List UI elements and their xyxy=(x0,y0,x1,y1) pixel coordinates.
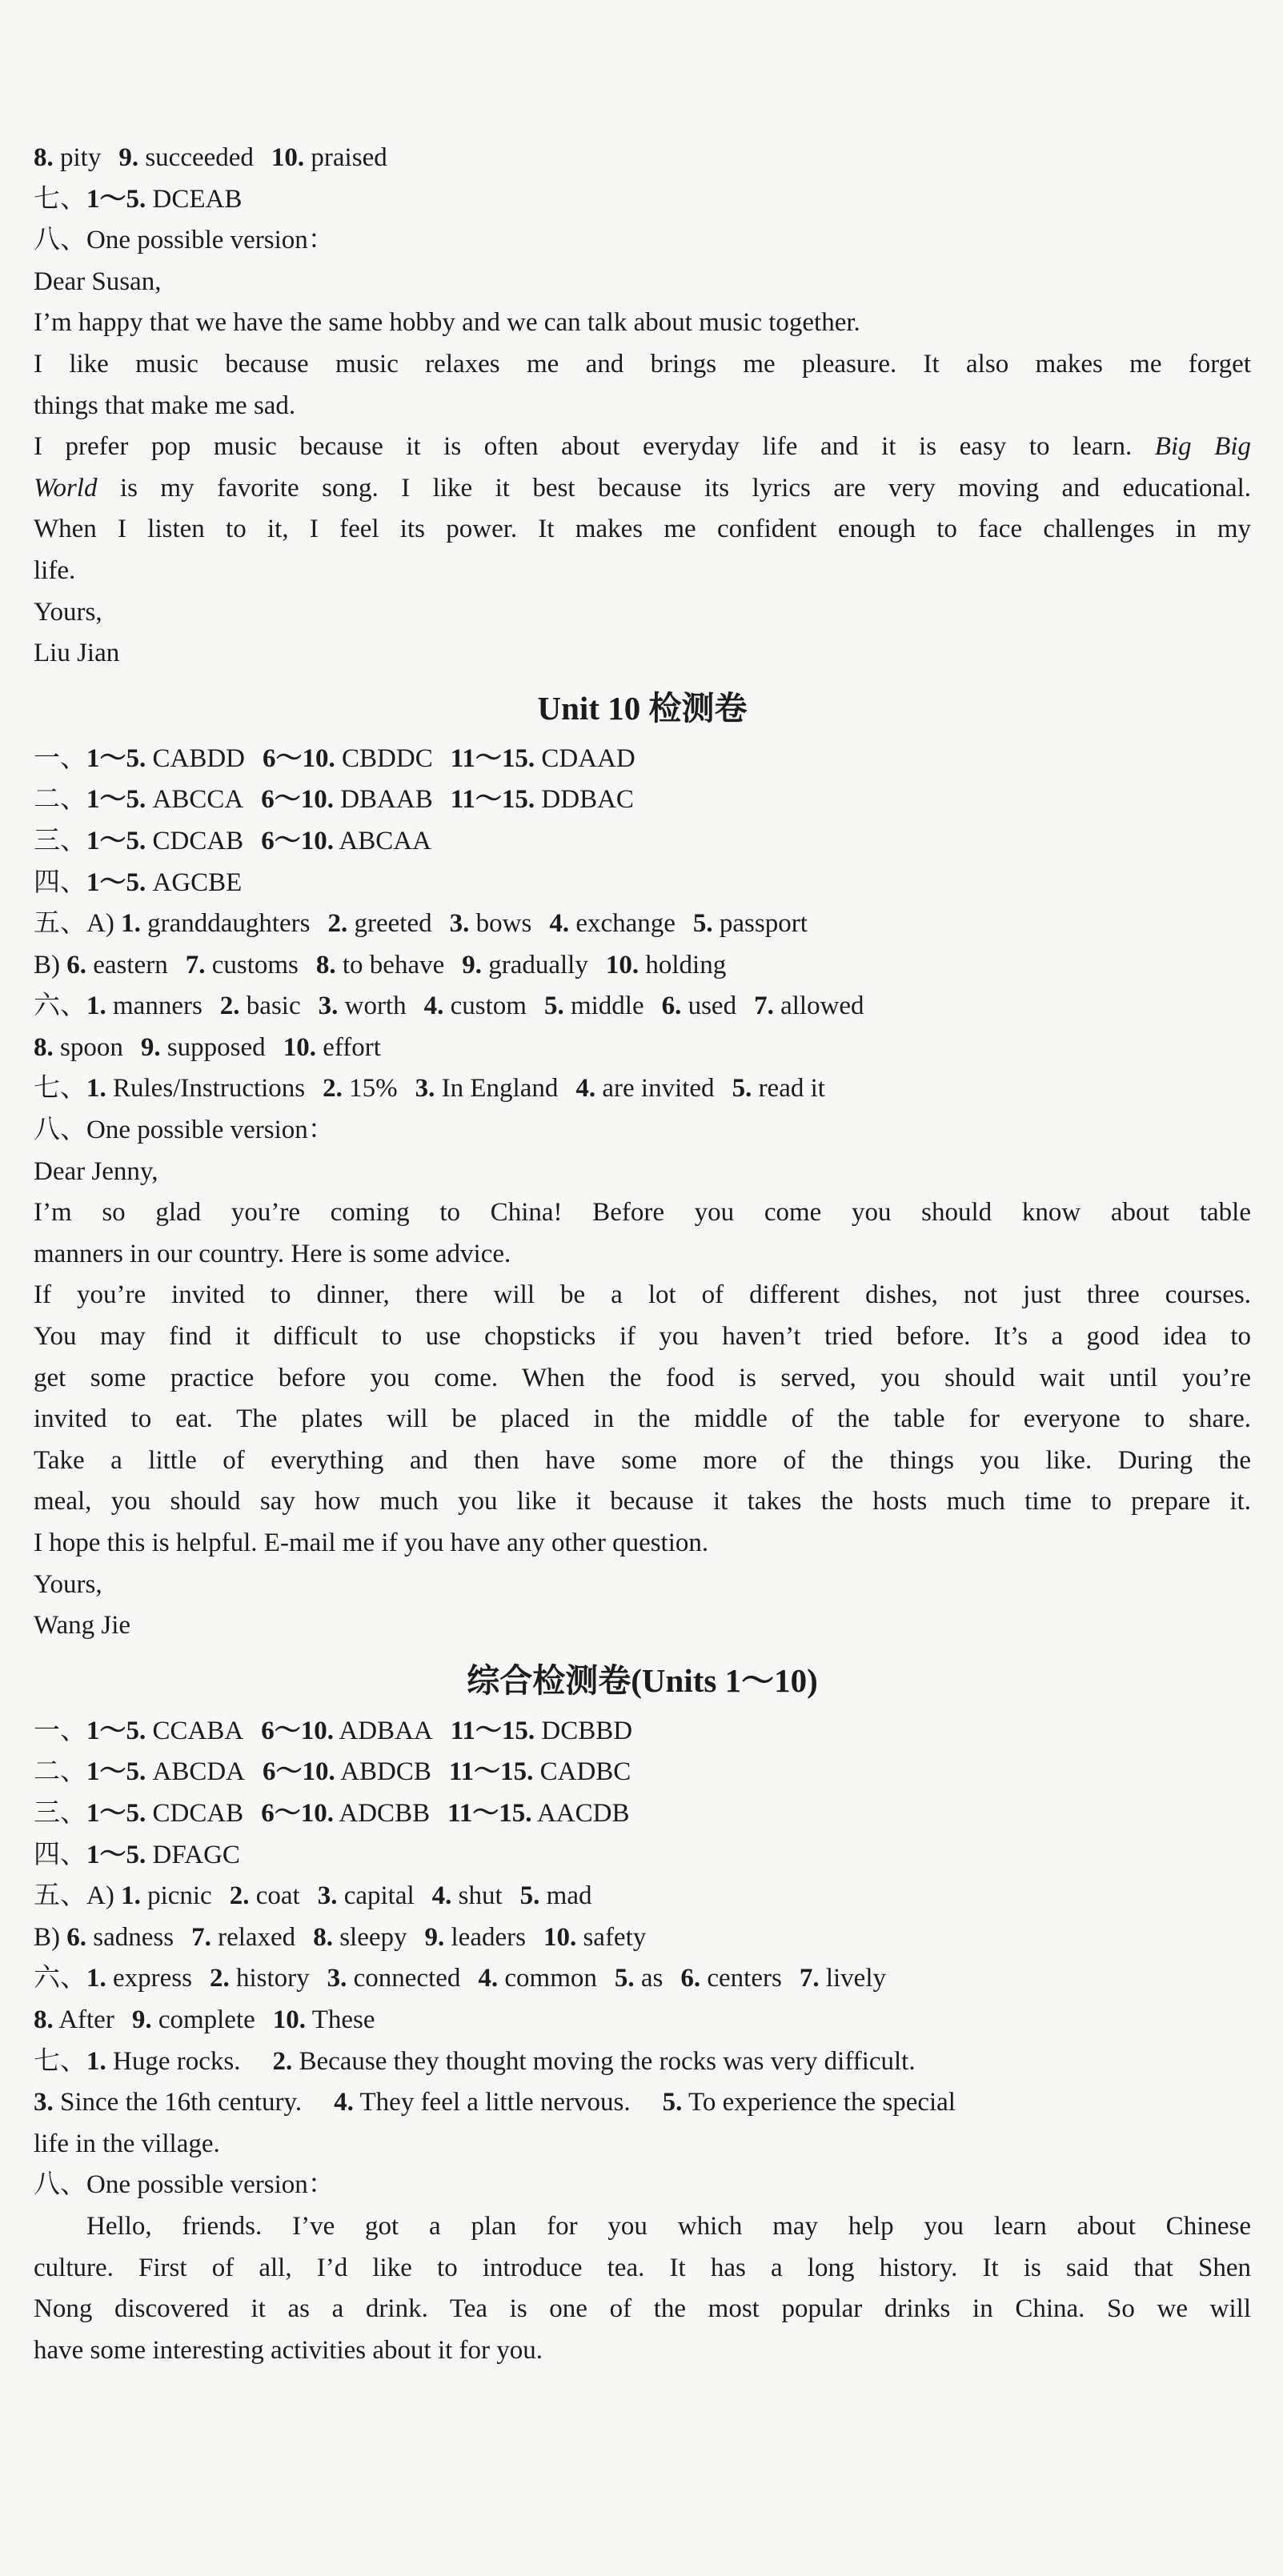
answer-row-8: 八、One possible version： xyxy=(34,226,335,255)
answer-row-5a: 五、A) 1. picnic 2. coat 3. capital 4. shut 5. mad xyxy=(34,1881,592,1911)
letter-signature: Wang Jie xyxy=(34,1611,131,1641)
answer-row-6a: 六、1. express 2. history 3. connected 4. common 5. as 6. centers 7. lively xyxy=(34,1964,886,1993)
answer-row-2: 二、1～5. ABCCA 6～10. DBAAB 11～15. DDBAC xyxy=(34,785,634,815)
answer-row-7: 七、1～5. DCEAB xyxy=(34,184,243,214)
sample-letter-susan xyxy=(34,262,1251,675)
answer-row-1: 一、1～5. CABDD 6～10. CBDDC 11～15. CDAAD xyxy=(34,743,635,773)
answer-row-2: 二、1～5. ABCDA 6～10. ABDCB 11～15. CADBC xyxy=(34,1757,631,1787)
answer-row-6a: 六、1. manners 2. basic 3. worth 4. custom 5. middle 6. used 7. allowed xyxy=(34,992,864,1021)
answer-row-4: 四、1～5. DFAGC xyxy=(34,1840,240,1869)
letter-line: I hope this is helpful. E-mail me if you have any other question. xyxy=(34,1528,709,1557)
comprehensive-section xyxy=(34,1650,1251,2372)
letter-line: I like music because music relaxes me and brings me pleasure. It also makes me forget xyxy=(34,349,1251,379)
answer-row-7: 七、1. Rules/Instructions 2. 15% 3. In England 4. are invited 5. read it xyxy=(34,1074,825,1104)
answer-row-3: 三、1～5. CDCAB 6～10. ABCAA xyxy=(34,826,431,855)
answer-row-7c: life in the village. xyxy=(34,2129,220,2158)
letter-line: When I listen to it, I feel its power. It makes me confident enough to face challenges in my xyxy=(34,515,1251,544)
answer-row-5a: 五、A) 1. granddaughters 2. greeted 3. bows 4. exchange 5. passport xyxy=(34,909,808,939)
section-title: 综合检测卷(Units 1～10) xyxy=(467,1661,818,1699)
letter-closing: Yours, xyxy=(34,1569,102,1599)
answer-row-8: 八、One possible version： xyxy=(34,2170,335,2200)
letter-line: manners in our country. Here is some advice. xyxy=(34,1239,511,1268)
sample-essay xyxy=(34,2206,1251,2371)
sample-letter-jenny xyxy=(34,1152,1251,1647)
letter-line: invited to eat. The plates will be placed in the middle of the table for everyone to share. xyxy=(34,1404,1251,1434)
letter-line: I’m happy that we have the same hobby and we can talk about music together. xyxy=(34,308,860,338)
letter-line: I’m so glad you’re coming to China! Before you come you should know about table xyxy=(34,1198,1251,1228)
answer-row-7b: 3. Since the 16th century. 4. They feel a little nervous. 5. To experience the special xyxy=(34,2088,956,2117)
letter-line: World is my favorite song. I like it best because its lyrics are very moving and educational. xyxy=(34,473,1251,503)
answer-row-5b: B) 6. sadness 7. relaxed 8. sleepy 9. leaders 10. safety xyxy=(34,1922,647,1952)
letter-line: If you’re invited to dinner, there will be a lot of different dishes, not just three courses. xyxy=(34,1280,1251,1310)
essay-line: Nong discovered it as a drink. Tea is one of the most popular drinks in China. So we will xyxy=(34,2294,1251,2324)
answer-row-4: 四、1～5. AGCBE xyxy=(34,867,243,897)
letter-line: get some practice before you come. When the food is served, you should wait until you’re xyxy=(34,1363,1251,1392)
answer-row-5b: B) 6. eastern 7. customs 8. to behave 9. gradually 10. holding xyxy=(34,950,727,980)
letter-closing: Yours, xyxy=(34,597,102,627)
answer-row-6b: 8. After 9. complete 10. These xyxy=(34,2005,375,2034)
letter-signature: Liu Jian xyxy=(34,639,120,668)
letter-line: things that make me sad. xyxy=(34,391,296,420)
essay-line: have some interesting activities about it for you. xyxy=(34,2335,543,2365)
answer-row-1: 一、1～5. CCABA 6～10. ADBAA 11～15. DCBBD xyxy=(34,1716,633,1745)
answer-row-3: 三、1～5. CDCAB 6～10. ADCBB 11～15. AACDB xyxy=(34,1798,630,1828)
section-title: Unit 10 检测卷 xyxy=(537,689,748,727)
letter-line: Take a little of everything and then have some more of the things you like. During the xyxy=(34,1445,1251,1475)
song-title: Big Big xyxy=(1154,432,1251,462)
answer-row-8: 八、One possible version： xyxy=(34,1116,335,1145)
essay-line: culture. First of all, I’d like to introduce tea. It has a long history. It is said that Shen xyxy=(34,2253,1251,2282)
letter-line: life. xyxy=(34,555,76,585)
letter-line: I prefer pop music because it is often about everyday life and it is easy to learn. Big Big xyxy=(34,432,1251,462)
answer-row-fill: 8. pity 9. succeeded 10. praised xyxy=(34,143,387,172)
letter-line: You may find it difficult to use chopsticks if you haven’t tried before. It’s a good idea to xyxy=(34,1322,1251,1352)
unit10-section xyxy=(34,678,1251,1647)
essay-line: Hello, friends. I’ve got a plan for you which may help you learn about Chinese xyxy=(86,2211,1251,2241)
letter-salutation: Dear Susan, xyxy=(34,266,162,296)
letter-salutation: Dear Jenny, xyxy=(34,1156,158,1186)
answer-row-6b: 8. spoon 9. supposed 10. effort xyxy=(34,1032,381,1062)
answer-row-7a: 七、1. Huge rocks. 2. Because they thought moving the rocks was very difficult. xyxy=(34,2046,916,2076)
letter-line: meal, you should say how much you like it because it takes the hosts much time to prepare it. xyxy=(34,1487,1251,1516)
song-title: World xyxy=(34,473,98,503)
unit9-tail-section xyxy=(34,138,1251,675)
